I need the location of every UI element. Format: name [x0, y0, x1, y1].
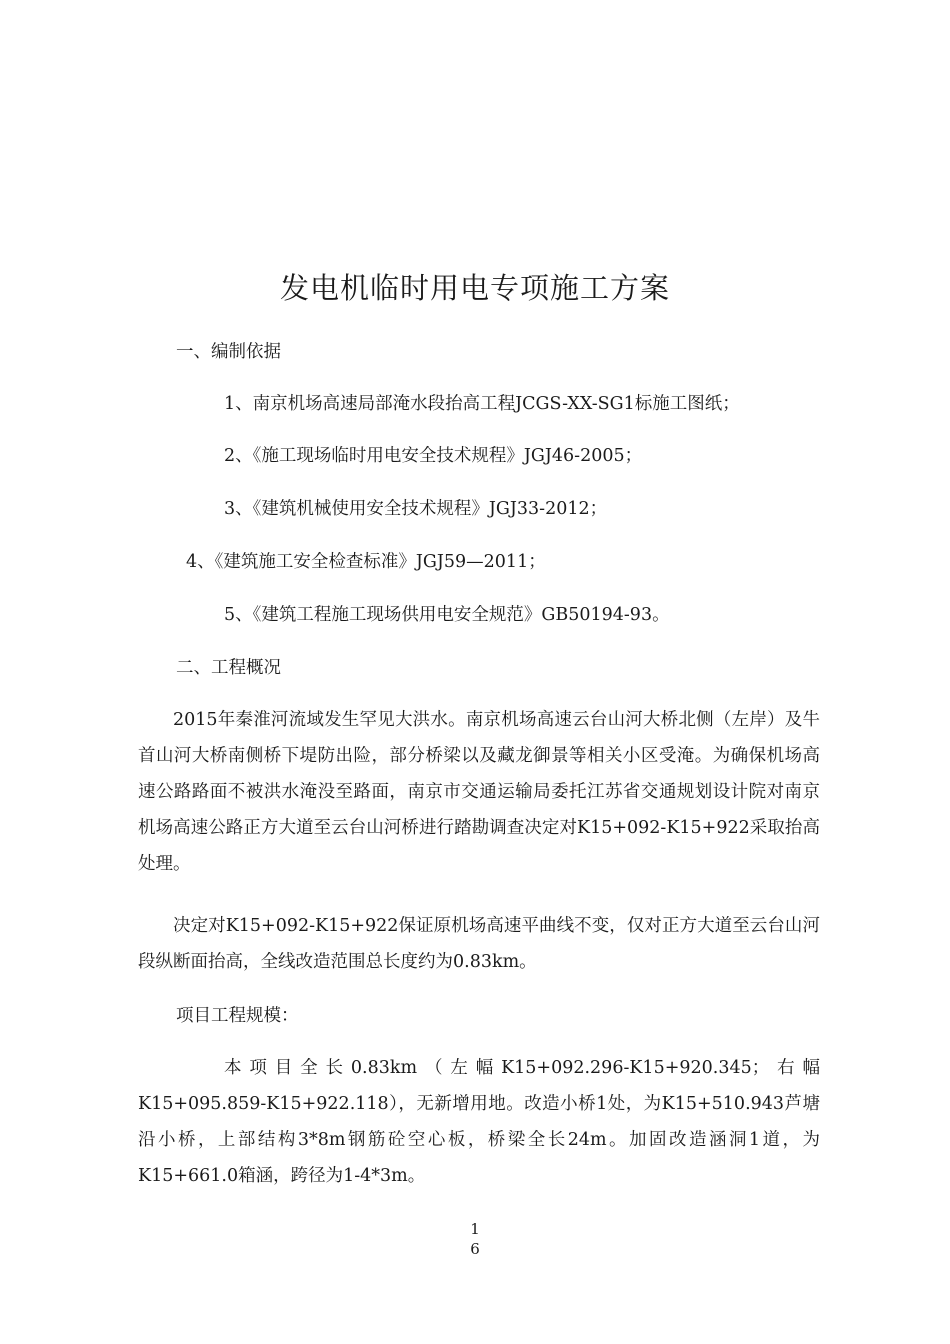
project-scale-paragraph: K15+095.859-K15+922.118），无新增用地。改造小桥1处，为K15+510.943芦塘沿小桥，上部结构3*8m钢筋砼空心板，桥梁全长24m。加固改造涵洞1道，为K15+661.0箱涵，跨径为1-4*3m。 — [138, 1094, 820, 1186]
project-scale-heading: 项目工程规模： — [176, 1006, 299, 1026]
basis-item-5: 5、《建筑工程施工现场供用电安全规范》GB50194-93。 — [224, 605, 670, 625]
section-heading-basis: 一、编制依据 — [176, 342, 281, 362]
basis-item-4: 4、《建筑施工安全检查标准》JGJ59—2011； — [186, 552, 546, 572]
basis-item-1: 1、南京机场高速局部淹水段抬高工程JCGS-XX-SG1标施工图纸； — [224, 394, 740, 414]
project-scale-line: 本项目全长0.83km（左幅K15+092.296-K15+920.345；右幅 — [224, 1058, 820, 1078]
page-number: 1 — [470, 1220, 480, 1238]
basis-item-2: 2、《施工现场临时用电安全技术规程》JGJ46-2005； — [224, 446, 643, 466]
section-heading-overview: 二、工程概况 — [176, 658, 281, 678]
basis-item-3: 3、《建筑机械使用安全技术规程》JGJ33-2012； — [224, 499, 608, 519]
overview-paragraph-1: 2015年秦淮河流域发生罕见大洪水。南京机场高速云台山河大桥北侧（左岸）及牛首山河大桥南侧桥下堤防出险，部分桥梁以及藏龙御景等相关小区受淹。为确保机场高速公路路面不被洪水淹没至路面，南京市交通运输局委托江苏省交通规划设计院对南京机场高速公路正方大道至云台山河桥进行踏勘调查决定对K15+092-K15+922采取抬高处理。 — [138, 710, 820, 874]
overview-paragraph-2: 决定对K15+092-K15+922保证原机场高速平曲线不变，仅对正方大道至云台山河段纵断面抬高，全线改造范围总长度约为0.83km。 — [138, 916, 820, 972]
page-total: 6 — [470, 1240, 480, 1258]
document-title: 发电机临时用电专项施工方案 — [279, 271, 670, 305]
